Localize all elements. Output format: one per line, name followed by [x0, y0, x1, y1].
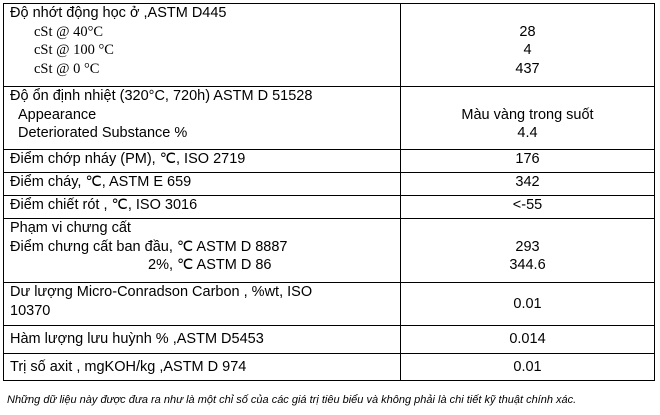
table-row-carbon-residue	[4, 283, 655, 326]
value-text: 28	[519, 23, 536, 40]
property-subitem: cSt @ 0 °C	[34, 60, 100, 77]
property-title: Điểm chớp nháy (PM), ℃, ISO 2719	[10, 151, 246, 167]
value-cell	[401, 150, 655, 173]
value-text: 0.014	[509, 331, 546, 348]
value-blank	[407, 4, 648, 23]
footnote: Những dữ liệu này được đưa ra như là một chỉ số của các giá trị tiêu biểu và không phải là chi tiết kỹ thuật chính xác.	[7, 394, 577, 406]
value-cell	[401, 196, 655, 219]
property-subitem: 2%, ℃ ASTM D 86	[148, 257, 272, 273]
value-cell	[401, 4, 655, 87]
value-text: 342	[515, 174, 540, 190]
property-title: Điểm chiết rót , ℃, ISO 3016	[10, 197, 198, 213]
property-title: Dư lượng Micro-Conradson Carbon , %wt, ISO	[10, 284, 313, 300]
value-text: 4.4	[517, 125, 538, 141]
table-row-sulfur	[4, 326, 655, 354]
property-cell	[4, 196, 401, 219]
property-cell	[4, 326, 401, 354]
property-title: Điểm cháy, ℃, ASTM E 659	[10, 174, 192, 190]
value-cell	[401, 87, 655, 150]
table-row-viscosity	[4, 4, 655, 87]
value-blank	[407, 87, 648, 106]
value-text: 344.6	[509, 257, 546, 273]
property-title-cont: 10370	[10, 302, 51, 319]
value-cell	[401, 326, 655, 354]
property-cell	[4, 354, 401, 381]
property-cell	[4, 173, 401, 196]
property-title: Hàm lượng lưu huỳnh % ,ASTM D5453	[10, 331, 264, 348]
value-cell	[401, 283, 655, 326]
property-cell	[4, 283, 401, 326]
value-blank	[407, 219, 648, 238]
value-text: Màu vàng trong suốt	[461, 106, 594, 123]
property-subitem: Appearance	[18, 106, 97, 123]
property-subitem: cSt @ 100 °C	[34, 42, 114, 58]
property-cell	[4, 150, 401, 173]
table-row-fire-point	[4, 173, 655, 196]
table-row-acid-number	[4, 354, 655, 381]
value-text: 0.01	[513, 295, 542, 312]
property-title: Độ ổn định nhiệt (320°C, 720h) ASTM D 51528	[10, 88, 313, 104]
value-text: 4	[523, 42, 532, 58]
value-text: 293	[515, 238, 540, 255]
property-cell	[4, 219, 401, 283]
value-cell	[401, 219, 655, 283]
table-row-thermal-stability	[4, 87, 655, 150]
property-cell	[4, 87, 401, 150]
property-title: Độ nhớt động học ở ,ASTM D445	[10, 5, 227, 21]
value-cell	[401, 354, 655, 381]
property-title: Phạm vi chưng cất	[10, 220, 131, 236]
value-text: 0.01	[513, 358, 542, 375]
value-text: <-55	[512, 197, 543, 213]
value-text: 437	[515, 60, 540, 77]
table-row-flash-point	[4, 150, 655, 173]
value-cell	[401, 173, 655, 196]
property-title: Trị số axit , mgKOH/kg ,ASTM D 974	[10, 358, 247, 375]
table-row-pour-point	[4, 196, 655, 219]
value-text: 176	[515, 151, 540, 167]
table-row-distillation	[4, 219, 655, 283]
property-cell	[4, 4, 401, 87]
property-subitem: cSt @ 40°C	[34, 23, 104, 40]
property-subitem: Điểm chưng cất ban đầu, ℃ ASTM D 8887	[10, 238, 288, 255]
property-subitem: Deteriorated Substance %	[18, 125, 188, 141]
spec-table	[3, 3, 655, 381]
